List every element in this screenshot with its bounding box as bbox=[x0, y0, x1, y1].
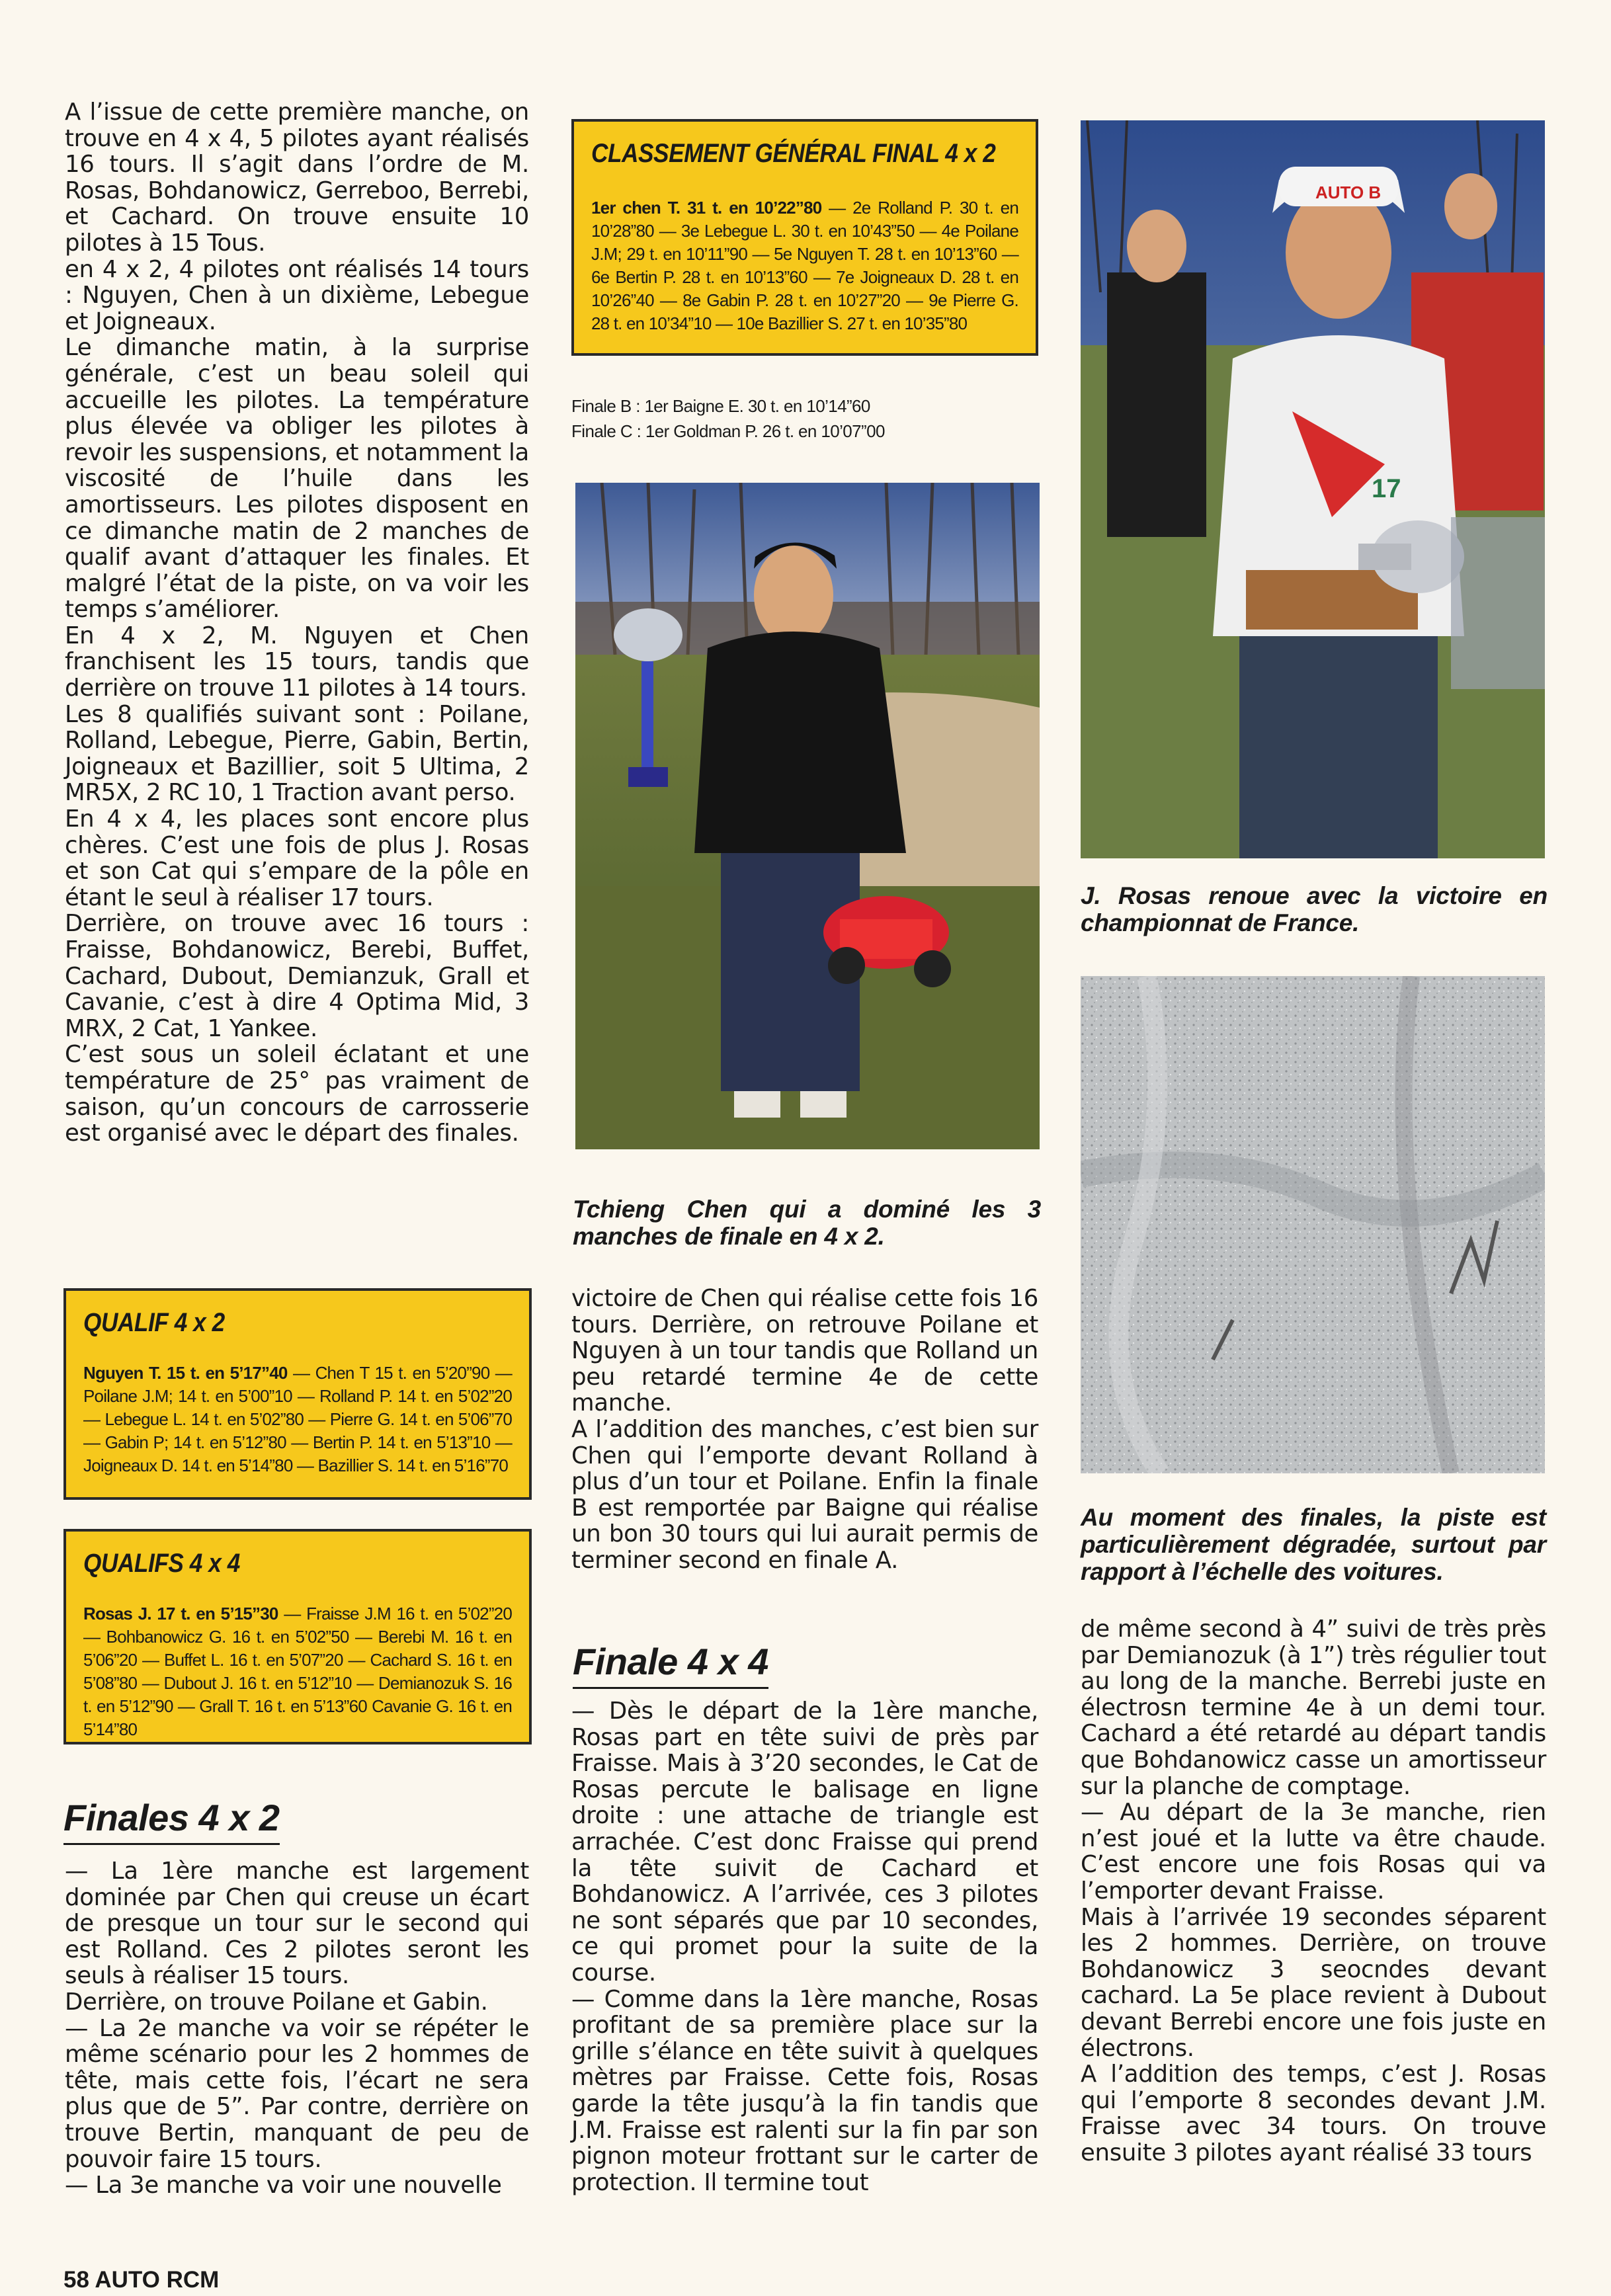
finale-c-result: Finale C : 1er Goldman P. 26 t. en 10’07”00 bbox=[571, 421, 885, 441]
col3-paragraph-2: — Au départ de la 3e manche, rien n’est joué et la lutte va être chaude. C’est encore une fois Rosas qui va l’emporter devant Fraisse. bbox=[1081, 1799, 1546, 1905]
classement-winner: 1er chen T. 31 t. en 10’22”80 bbox=[591, 198, 822, 218]
qualif-4x2-title: QUALIF 4 x 2 bbox=[83, 1308, 225, 1337]
classement-box bbox=[571, 119, 1038, 356]
photo-cap-lettering: AUTO B bbox=[1315, 183, 1382, 202]
photo-chen-trophy bbox=[575, 483, 1040, 1149]
photo-track-illustration bbox=[1081, 976, 1545, 1473]
qualif-4x4-results bbox=[83, 1602, 512, 1741]
caption-rosas: J. Rosas renoue avec la victoire en championnat de France. bbox=[1081, 882, 1548, 936]
col1-paragraph-8: C’est sous un soleil éclatant et une température de 25° pas vraiment de saison, qu’un concours de carrosserie est organisé avec le départ des finales. bbox=[65, 1041, 529, 1147]
finale-4x4-paragraph-2: — Comme dans la 1ère manche, Rosas profitant de sa première place sur la grille s’élance en tête suivit à quelques mètres par Fraisse. Cette fois, Rosas garde la tête jusqu’à la fin tandis que J.M. Fraisse est ralenti sur la fin par son pignon moteur frottant sur le carter de protection. Il termine tout bbox=[571, 1985, 1038, 2196]
qualif-4x2-rest: — Chen T 15 t. en 5’20”90 — Poilane J.M; 14 t. en 5’00”10 — Rolland P. 14 t. en 5’02”20 — Lebegue L. 14 t. en 5’02”80 — Pierre G. 14 t. en 5’06”70 — Gabin P; 14 t. en 5’12”80 — Bertin P. 14 t. en 5’13”10 — Joigneaux D. 14 t. en 5’14”80 — Bazillier S. 14 t. en 5’16”70 bbox=[83, 1363, 512, 1475]
qualif-4x4-title: QUALIFS 4 x 4 bbox=[83, 1549, 240, 1578]
col1-paragraph-2: en 4 x 2, 4 pilotes ont réalisés 14 tours : Nguyen, Chen à un dixième, Lebegue et Joigneaux. bbox=[65, 255, 529, 335]
qualif-4x2-leader: Nguyen T. 15 t. en 5’17”40 bbox=[83, 1363, 288, 1383]
qualif-4x2-results bbox=[83, 1362, 512, 1477]
col1-paragraph-5: Les 8 qualifiés suivant sont : Poilane, Rolland, Lebegue, Pierre, Gabin, Bertin, Joigneaux et Bazillier, soit 5 Ultima, 2 MR5X, 2 RC 10, 1 Traction avant perso. bbox=[65, 700, 529, 807]
article-column-1 bbox=[65, 99, 529, 1147]
qualif-4x4-rest: — Fraisse J.M 16 t. en 5’02”20 — Bohbanowicz G. 16 t. en 5’02”50 — Berebi M. 16 t. en 5’06”20 — Buffet L. 16 t. en 5’07”20 — Cachard S. 16 t. en 5’08”80 — Dubout J. 16 t. en 5’12”10 — Demianozuk S. 16 t. en 5’12”90 — Grall T. 16 t. en 5’13”60 Cavanie G. 16 t. en 5’14”80 bbox=[83, 1604, 513, 1739]
col2-paragraph-2: A l’addition des manches, c’est bien sur Chen qui l’emporte devant Rolland à plus d’un tour et Poilane. Enfin la finale B est remportée par Baigne qui réalise un bon 30 tours qui lui aurait permis de terminer second en finale A. bbox=[571, 1415, 1038, 1574]
finale-4x4-text bbox=[571, 1698, 1038, 2195]
photo-rosas-trophy bbox=[1081, 120, 1545, 858]
qualif-4x4-leader: Rosas J. 17 t. en 5’15”30 bbox=[83, 1604, 278, 1623]
col3-paragraph-3: Mais à l’arrivée 19 secondes séparent les 2 hommes. Derrière, on trouve Bohdanowicz 3 seocndes devant cachard. La 5e place revient à Dubout devant Berrebi encore une fois juste en électrons. bbox=[1081, 1903, 1546, 2062]
classement-title: CLASSEMENT GÉNÉRAL FINAL 4 x 2 bbox=[591, 139, 996, 168]
finale-4x4-heading: Finale 4 x 4 bbox=[573, 1640, 768, 1689]
finales-4x2-paragraph-4: — La 3e manche va voir une nouvelle bbox=[65, 2172, 502, 2199]
col1-paragraph-6: En 4 x 4, les places sont encore plus chères. C’est une fois de plus J. Rosas et son Cat qui s’empare de la pôle en étant le seul à réaliser 17 tours. bbox=[65, 805, 529, 911]
finale-b-result: Finale B : 1er Baigne E. 30 t. en 10’14”60 bbox=[571, 396, 870, 416]
finales-4x2-paragraph-1: — La 1ère manche est largement dominée par Chen qui creuse un écart de presque un tour sur le second qui est Rolland. Ces 2 pilotes seront les seuls à réaliser 15 tours. bbox=[65, 1858, 529, 1990]
page-footer: 58 AUTO RCM bbox=[63, 2267, 220, 2293]
col1-paragraph-4: En 4 x 2, M. Nguyen et Chen franchisent les 15 tours, tandis que derrière on trouve 11 pilotes à 14 tours. bbox=[65, 622, 529, 702]
photo-rosas-illustration bbox=[1081, 120, 1545, 858]
col2-paragraph-1: victoire de Chen qui réalise cette fois 16 tours. Derrière, on retrouve Poilane et Nguyen à un tour tandis que Rolland un peu retardé termine 4e de cette manche. bbox=[571, 1285, 1038, 1417]
col1-paragraph-1: A l’issue de cette première manche, on trouve en 4 x 4, 5 pilotes ayant réalisés 16 tours. Il s’agit dans l’ordre de M. Rosas, Bohdanowicz, Gerreboo, Berrebi, et Cachard. On trouve ensuite 10 pilotes à 15 Tous. bbox=[65, 99, 529, 257]
caption-chen: Tchieng Chen qui a dominé les 3 manches de finale en 4 x 2. bbox=[573, 1196, 1041, 1250]
photo-shirt-lettering: 17 bbox=[1372, 474, 1401, 503]
classement-results bbox=[591, 196, 1018, 335]
col3-paragraph-1: de même second à 4” suivi de très près par Demianozuk (à 1”) très régulier tout au long de la manche. Berrebi juste en électrosn termine 4e à un demi tour. Cachard a été retardé au départ tandis que Bohdanowicz casse un amortisseur sur la planche de comptage. bbox=[1081, 1616, 1546, 1800]
caption-track: Au moment des finales, la piste est particulièrement dégradée, surtout par rapport à l’échelle des voitures. bbox=[1081, 1504, 1546, 1585]
col1-paragraph-7: Derrière, on trouve avec 16 tours : Fraisse, Bohdanowicz, Berebi, Buffet, Cachard, Dubout, Demianzuk, Grall et Cavanie, c’est à dire 4 Optima Mid, 3 MRX, 2 Cat, 1 Yankee. bbox=[65, 910, 529, 1042]
article-column-2 bbox=[571, 1286, 1038, 1574]
article-column-3 bbox=[1081, 1616, 1546, 2166]
finales-4x2-paragraph-2: Derrière, on trouve Poilane et Gabin. bbox=[65, 1988, 488, 2016]
qualif-4x2-box bbox=[63, 1288, 532, 1500]
qualif-4x4-box bbox=[63, 1529, 532, 1744]
photo-track-surface bbox=[1081, 976, 1545, 1473]
classement-rest: — 2e Rolland P. 30 t. en 10’28”80 — 3e Lebegue L. 30 t. en 10’43”50 — 4e Poilane J.M; 29 t. en 10’11”90 — 5e Nguyen T. 28 t. en 10’13”60 — 6e Bertin P. 28 t. en 10’13”60 — 7e Joigneaux D. 28 t. en 10’26”40 — 8e Gabin P. 28 t. en 10’27”20 — 9e Pierre G. 28 t. en 10’34”10 — 10e Bazillier S. 27 t. en 10’35”80 bbox=[591, 198, 1019, 333]
col1-paragraph-3: Le dimanche matin, à la surprise générale, c’est un beau soleil qui accueille les pilotes. La température plus élevée va obliger les pilotes à revoir les suspensions, et notamment la viscosité de l’huile dans les amortisseurs. Les pilotes disposent en ce dimanche matin de 2 manches de qualif avant d’attaquer les finales. Et malgré l’état de la piste, on va voir les temps s’améliorer. bbox=[65, 334, 529, 624]
finale-4x4-paragraph-1: — Dès le départ de la 1ère manche, Rosas part en tête suivi de près par Fraisse. Mais à 3’20 secondes, le Cat de Rosas percute le balisage en ligne droite : une attache de triangle est arrachée. C’est donc Fraisse qui prend la tête suivit de Cachard et Bohdanowicz. A l’arrivée, ces 3 pilotes ne sont séparés que par 10 secondes, ce qui promet pour la suite de la course. bbox=[571, 1698, 1038, 1987]
finales-4x2-heading: Finales 4 x 2 bbox=[63, 1796, 280, 1845]
col3-paragraph-4: A l’addition des temps, c’est J. Rosas qui l’emporte 8 secondes devant J.M. Fraisse avec 34 tours. On trouve ensuite 3 pilotes ayant réalisé 33 tours bbox=[1081, 2061, 1546, 2166]
finales-4x2-text bbox=[65, 1858, 529, 2199]
photo-chen-illustration bbox=[575, 483, 1040, 1149]
finales-4x2-paragraph-3: — La 2e manche va voir se répéter le même scénario pour les 2 hommes de tête, mais cette fois, l’écart ne sera plus que de 5”. Par contre, derrière on trouve Bertin, manquant de peu de pouvoir faire 15 tours. bbox=[65, 2014, 529, 2173]
